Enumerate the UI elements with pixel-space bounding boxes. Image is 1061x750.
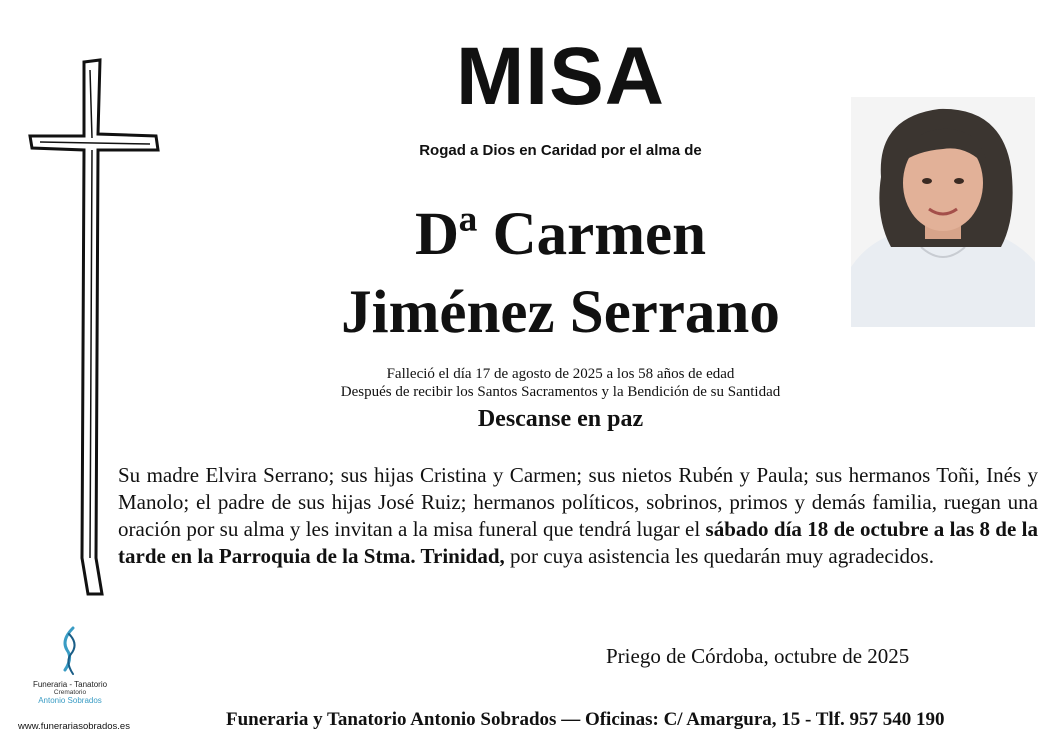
portrait-photo xyxy=(851,97,1035,327)
prayer-line: Rogad a Dios en Caridad por el alma de xyxy=(419,142,702,159)
announcement-part2: por cuya asistencia les quedarán muy agradecidos. xyxy=(504,544,934,568)
death-date-line: Falleció el día 17 de agosto de 2025 a los 58 años de edad xyxy=(386,366,735,382)
footer-contact: Funeraria y Tanatorio Antonio Sobrados — Oficinas: C/ Amargura, 15 - Tlf. 957 540 190 xyxy=(226,709,945,730)
deceased-name-line2: Jiménez Serrano xyxy=(341,279,780,346)
logo-line1: Funeraria - Tanatorio xyxy=(32,680,108,689)
logo-line3: Antonio Sobrados xyxy=(38,696,102,705)
deceased-name-line1: Dª Carmen xyxy=(414,201,707,268)
sacraments-line: Después de recibir los Santos Sacramentos y la Bendición de su Santidad xyxy=(340,384,781,400)
website-link[interactable]: www.funerariasobrados.es xyxy=(18,721,130,732)
rest-in-peace: Descanse en paz xyxy=(477,406,644,432)
place-date: Priego de Córdoba, octubre de 2025 xyxy=(606,644,910,668)
page-title: MISA xyxy=(456,31,665,122)
funeral-home-logo xyxy=(14,626,126,736)
funeral-event-details: sábado día 18 de octubre a las 8 de la tarde en la Parroquia de la Stma. Trinidad, xyxy=(118,517,1038,568)
logo-line2: Crematorio xyxy=(53,689,87,696)
logo-mark-icon xyxy=(55,626,85,678)
family-announcement xyxy=(118,462,1038,570)
announcement-part1: Su madre Elvira Serrano; sus hijas Cristina y Carmen; sus nietos Rubén y Paula; sus hermanos Toñi, Inés y Manolo; el padre de sus hijas José Ruiz; hermanos políticos, sobrinos, primos y demás familia, ruegan una oración por su alma y les invitan a la misa funeral que tendrá lugar el xyxy=(118,463,1038,541)
